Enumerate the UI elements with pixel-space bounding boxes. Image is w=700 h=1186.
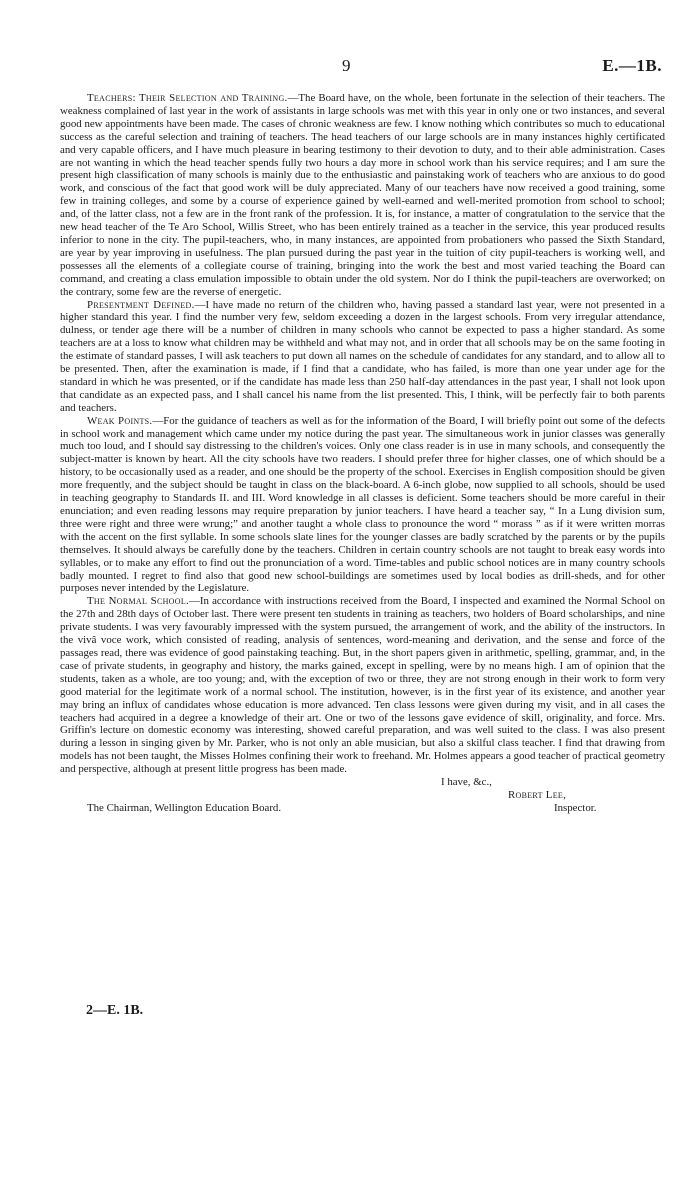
paragraph-weak-points: [60, 415, 665, 596]
report-body: [60, 92, 665, 815]
section-heading: Teachers: Their Selection and Training.: [87, 92, 288, 104]
paragraph-text: —The Board have, on the whole, been fortunate in the selection of their teachers. The weakness complained of last year in the work of assistants in large schools was met with this year in only one or two instances, and several good new appointments have been made. The cases of chronic weakness are few. I know nothing which contributes so much to educational success as the careful selection and training of teachers. The head teachers of our large schools are in many instances highly certificated and very capable officers, and I have much pleasure in bearing testimony to their devotion to duty, and to their able administration. Cases are not wanting in which the head teacher spends fully two hours a day more in school work than his service requires; and I am sure the present high classification of many schools is mainly due to the enthusiastic and painstaking work of teachers who are anxious to do good work, and conscious of the fact that good work will be duly appreciated. Many of our teachers have now received a good training, some few in training colleges, and some by a course of experience gained by well-earned and well-merited promotion from school to school; and, of the latter class, not a few are in the front rank of the profession. It is, for instance, a matter of congratulation to the service that the new head teacher of the Te Aro School, Willis Street, who has been entirely trained as a teacher in the service, this year produced results inferior to none in the city. The pupil-teachers, who, in many instances, are appointed from probationers who passed the Sixth Standard, are year by year improving in usefulness. The plan pursued during the past year in the tuition of city pupil-teachers is working well, and possesses all the elements of a collegiate course of training, bringing into the work the best and most varied teaching the Board can command, and creating a class emulation impossible to obtain under the old system. Nor do I think the pupil-teachers are overworked; on the contrary, some few are the reverse of energetic.: [60, 92, 665, 298]
signature-closing: I have, &c.,: [441, 776, 492, 789]
paragraph-presentment: [60, 299, 665, 415]
paragraph-text: —For the guidance of teachers as well as for the information of the Board, I will briefly point out some of the defects in school work and management which came under my notice during the past year. The simultaneous work in junior classes was generally much too loud, and I should say distressing to the children's voices. Only one class reader is in use in many schools, and consequently the subject-matter is known by heart. All the city schools have two readers. I should prefer three for higher classes, one of which should be a history, to be occasionally used as a reader, and one should be the property of the school. Exercises in English composition should be given more frequently, and the subject should be taught in class on the black-board. A 6-inch globe, now supplied to all schools, should be used in teaching geography to Standards II. and III. Word knowledge in all classes is deficient. Some teachers should be more careful in their enunciation; and even reading lessons may require preparation by junior teachers. I have heard a teacher say, “ In a Lung division sum, three were right and three were wrung;” and another taught a whole class to pronounce the word “ morass ” as if it were written morras with the accent on the first syllable. In some schools slate lines for the younger classes are badly scratched by the parents or by the pupils themselves. It should always be carefully done by the teachers. Children in certain country schools are not taught to break easy words into syllables, or to make any effort to find out the pronunciation of a word. Time-tables and public school notices are in many country schools badly mounted. I regret to find also that good new school-buildings are sometimes used by local bodies as drill-sheds, and for other purposes never intended by the Legislature.: [60, 414, 665, 595]
paragraph-teachers: [60, 92, 665, 299]
section-heading: The Normal School.: [87, 595, 190, 608]
paragraph-text: —In accordance with instructions received from the Board, I inspected and examined the Normal School on the 27th and 28th days of October last. There were present ten students in training as teachers, two holders of Board scholarships, and nine private students. I was very favourably impressed with the system pursued, the arrangement of work, and the ability of the instructors. In the vivâ voce work, which consisted of reading, analysis of sentences, word-meaning and derivation, and the sense and force of the passages read, there was evidence of good painstaking teaching. But, in the short papers given in arithmetic, spelling, grammar, and, in the case of private students, in geography and history, the marks gained, except in spelling, were by no means high. I am of opinion that the students, taken as a whole, are too young; and, with the exception of two or three, they are not strong enough in their work to form very good material for the legitimate work of a normal school. The institution, however, is in the first year of its existence, and another year may bring an influx of candidates whose education is more advanced. Ten class lessons were given during my visit, and in all cases the teachers had acquired in a degree a knowledge of their art. One or two of the lessons gave evidence of skill, originality, and force. Mrs. Griffin's lecture on domestic economy was interesting, showed careful preparation, and was well suited to the class. I was also present during a lesson in singing given by Mr. Parker, who is not only an able musician, but also a skilful class teacher. I find that drawing from models has not been taught, the Misses Holmes confining their work to freehand. Mr. Holmes appears a good teacher of practical geometry and perspective, although at present little progress has been made.: [60, 595, 665, 776]
section-heading: Presentment Defined.: [87, 298, 195, 311]
paragraph-normal-school: [60, 595, 665, 776]
paragraph-text: —I have made no return of the children who, having passed a standard last year, were not presented in a higher standard this year. I find the number very few, seldom exceeding a dozen in the largest schools. From very irregular attendance, dulness, or tender age there will be a number of children in many schools who cannot be expected to pass a higher standard. As some teachers are at a loss to know what children may be withheld and what may not, and in order that all schools may be on the same footing in the estimate of standard passes, I will ask teachers to put down all names on the schedule of candidates for any standard, and to allow all to be presented. Then, after the examination is made, if I find that a candidate, who has failed, is more than one year under age for the standard in which he was presented, or if the candidate has made less than 250 half-day attendances in the past year, I shall not look upon that candidate as an expected pass, and I shall cancel his name from the list presented. This, I think, will be perfectly fair to both parents and teachers.: [60, 298, 665, 414]
page-number: 9: [342, 56, 351, 75]
footer-reference: 2—E. 1B.: [86, 1003, 144, 1018]
addressee: The Chairman, Wellington Education Board.: [87, 801, 282, 814]
section-heading: Weak Points.: [87, 414, 153, 427]
signature-title: Inspector.: [554, 801, 597, 814]
document-reference: E.—1B.: [602, 56, 662, 75]
signature-name: Robert Lee,: [508, 788, 567, 801]
